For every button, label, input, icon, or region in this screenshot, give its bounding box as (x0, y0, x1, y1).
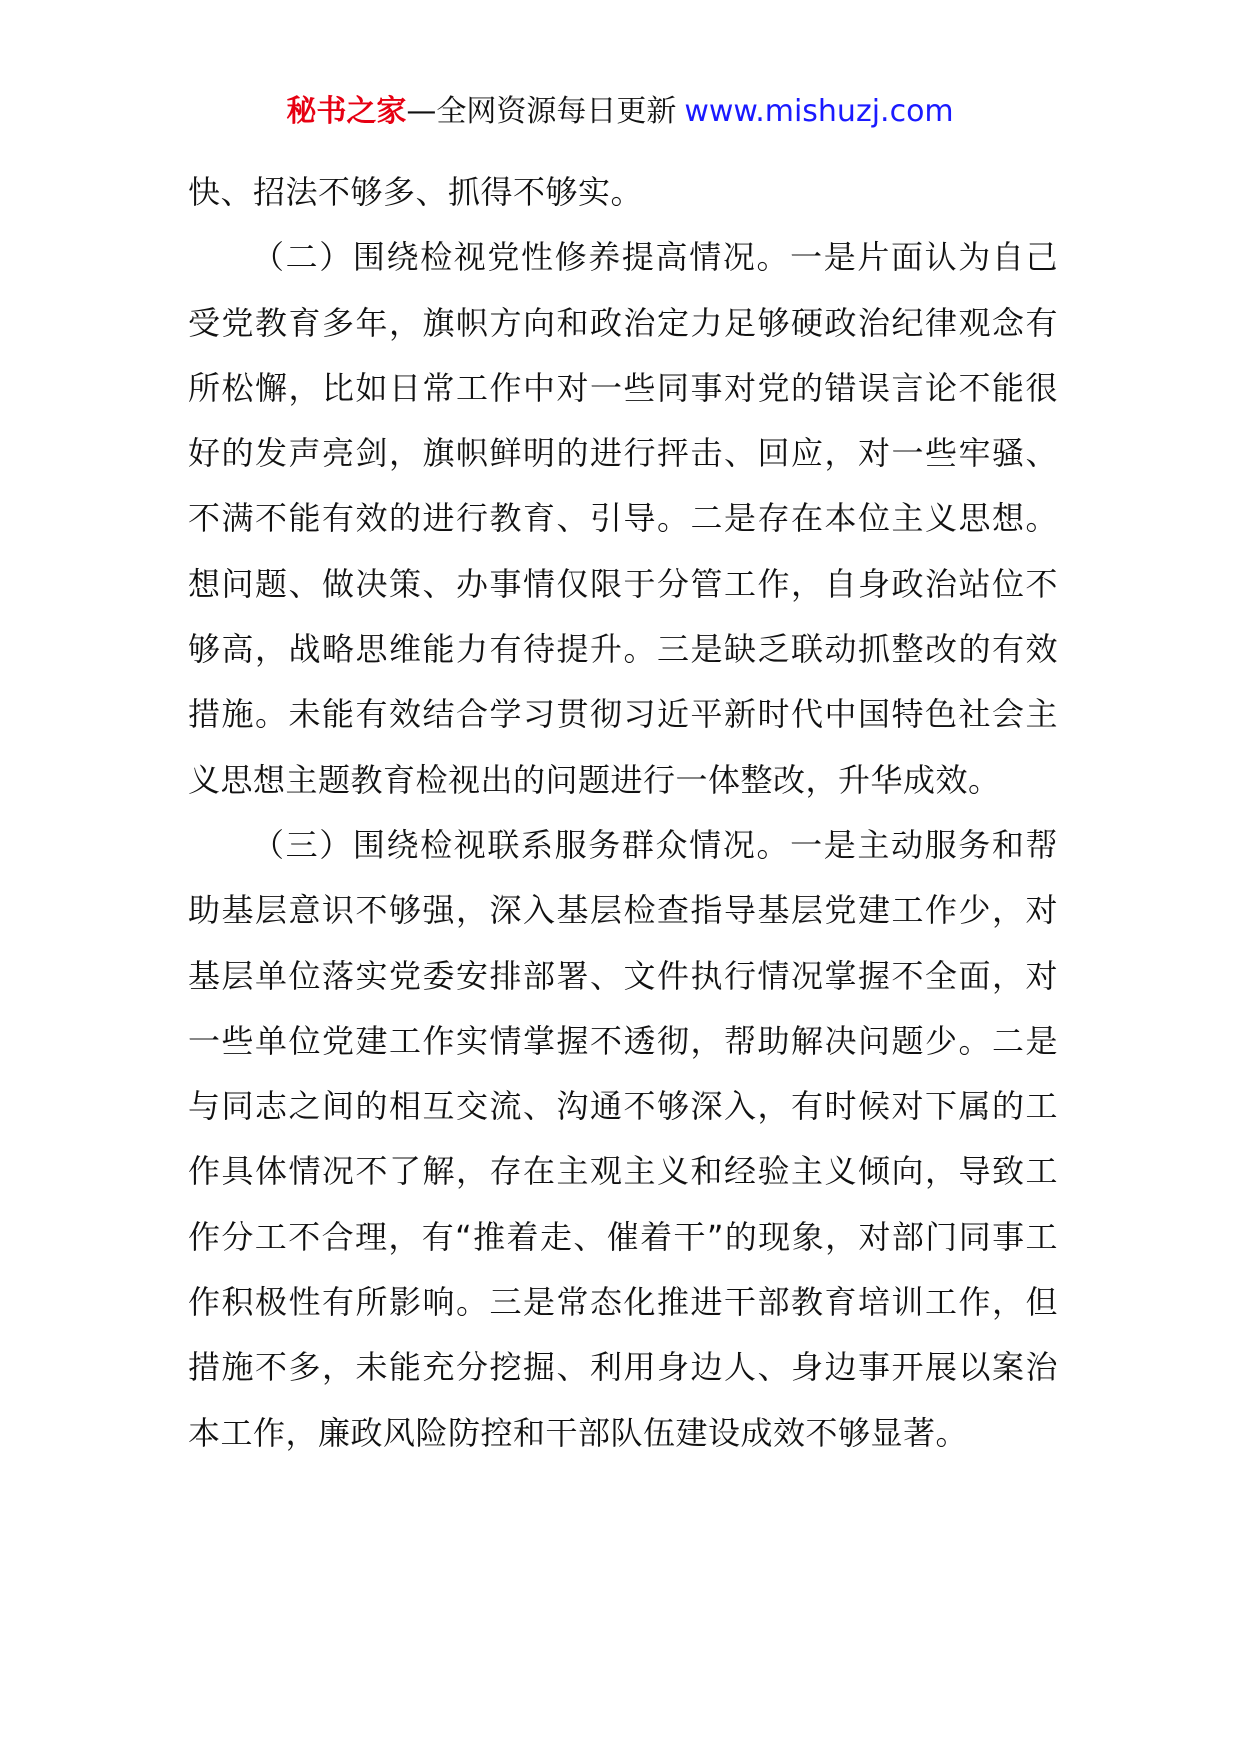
paragraph-continuation: 快、招法不够多、抓得不够实。 (188, 173, 644, 211)
page-header (0, 92, 1240, 132)
header-tagline: —全网资源每日更新 (406, 94, 677, 129)
document-body (188, 160, 1058, 1466)
brand-name: 秘书之家 (286, 94, 407, 129)
paragraph-section-three: （三）围绕检视联系服务群众情况。一是主动服务和帮助基层意识不够强，深入基层检查指导基层党建工作少，对基层单位落实党委安排部署、文件执行情况掌握不全面，对一些单位党建工作实情掌握不透彻，帮助解决问题少。二是与同志之间的相互交流、沟通不够深入，有时候对下属的工作具体情况不了解，存在主观主义和经验主义倾向，导致工作分工不合理，有“推着走、催着干”的现象，对部门同事工作积极性有所影响。三是常态化推进干部教育培训工作，但措施不多，未能充分挖掘、利用身边人、身边事开展以案治本工作，廉政风险防控和干部队伍建设成效不够显著。 (188, 825, 1058, 1452)
paragraph-section-two: （二）围绕检视党性修养提高情况。一是片面认为自己受党教育多年，旗帜方向和政治定力足够硬政治纪律观念有所松懈，比如日常工作中对一些同事对党的错误言论不能很好的发声亮剑，旗帜鲜明的进行抨击、回应，对一些牢骚、不满不能有效的进行教育、引导。二是存在本位主义思想。想问题、做决策、办事情仅限于分管工作，自身政治站位不够高，战略思维能力有待提升。三是缺乏联动抓整改的有效措施。未能有效结合学习贯彻习近平新时代中国特色社会主义思想主题教育检视出的问题进行一体整改，升华成效。 (188, 238, 1058, 799)
website-link[interactable]: www.mishuzj.com (684, 94, 954, 129)
